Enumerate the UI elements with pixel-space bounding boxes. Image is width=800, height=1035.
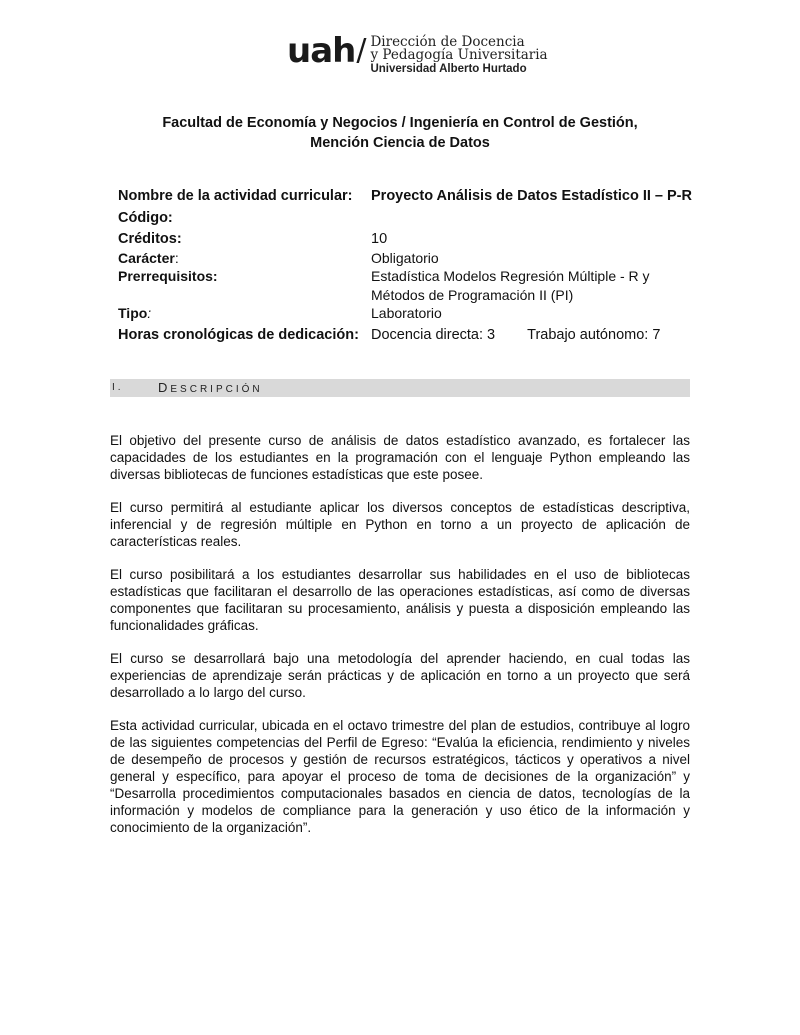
name-value: Proyecto Análisis de Datos Estadístico II – P-R [371, 188, 692, 204]
description-paragraph-5: Esta actividad curricular, ubicada en el octavo trimestre del plan de estudios, contribuye al logro de las siguientes competencias del Perfil de Egreso: “Evalúa la eficiencia, rendimiento y niveles de desempeño de procesos y gestión de recursos estratégicos, tácticos y operativos a nivel general y específico, para apoyar el proceso de toma de decisiones de la organización” y “Desarrolla procedimientos computacionales basados en ciencia de datos, tecnologías de la información y modelos de compliance para la generación y uso ético de la información y conocimiento de la organización”. [110, 718, 690, 835]
description-paragraph-2: El curso permitirá al estudiante aplicar los diversos conceptos de estadísticas descriptiva, inferencial y de regresión múltiple en Python en torno a un proyecto de aplicación de características reales. [110, 500, 690, 549]
credits-value: 10 [371, 231, 388, 247]
info-row-prerequisites [118, 267, 693, 304]
info-row-character [118, 249, 693, 268]
faculty-line-2: Mención Ciencia de Datos [310, 135, 490, 151]
character-value: Obligatorio [371, 249, 439, 266]
section-header-description [110, 379, 690, 397]
info-row-credits [118, 230, 693, 249]
course-info-table [118, 184, 693, 344]
hours-direct: Docencia directa: 3 [371, 326, 496, 343]
section-title [158, 379, 263, 399]
logo-line-3: Universidad Alberto Hurtado [370, 63, 527, 75]
section-title-rest: ESCRIPCIÓN [170, 384, 263, 395]
code-value [371, 209, 693, 228]
name-label: Nombre de la actividad curricular: [118, 188, 353, 204]
type-value: Laboratorio [371, 305, 442, 321]
hours-autonomous: Trabajo autónomo: 7 [527, 326, 661, 343]
hours-label: Horas cronológicas de dedicación: [118, 326, 359, 343]
description-paragraph-3: El curso posibilitará a los estudiantes desarrollar sus habilidades en el uso de bibliotecas estadísticas que facilitaran el desarrollo de las operaciones estadísticas, así como de diversas componentes que facilitaran su procesamiento, análisis y puesta a disposición empleando las funcionalidades gráficas. [110, 567, 690, 633]
prereq-label: Prerrequisitos: [118, 268, 218, 284]
university-logo [287, 31, 548, 77]
type-label-wrap: Tipo: [118, 305, 152, 321]
character-label: Carácter [118, 249, 175, 266]
logo-mark: uah [287, 31, 356, 71]
section-number: I. [112, 382, 124, 393]
section-title-initial: D [158, 380, 171, 395]
credits-label: Créditos: [118, 231, 182, 247]
info-row-hours [118, 326, 693, 345]
character-label-wrap: Carácter: [118, 249, 179, 266]
type-label: Tipo [118, 305, 148, 321]
description-body [110, 432, 690, 852]
description-paragraph-1: El objetivo del presente curso de análisis de datos estadístico avanzado, es fortalecer las capacidades de los estudiantes en la programación con el lenguaje Python empleando las diversas bibliotecas de funciones estadísticas que este posee. [110, 433, 690, 482]
info-row-code [118, 209, 693, 228]
hours-value [371, 326, 693, 345]
logo-line-1: Dirección de Docencia [370, 34, 525, 50]
prereq-value-line-2: Métodos de Programación II (PI) [371, 286, 574, 303]
logo-slash: / [356, 33, 367, 68]
logo-line-2: y Pedagogía Universitaria [370, 47, 548, 63]
code-label: Código: [118, 209, 173, 226]
info-row-name [118, 187, 693, 206]
info-row-type [118, 304, 693, 323]
logo-text [370, 36, 547, 77]
prereq-value-line-1: Estadística Modelos Regresión Múltiple - R y [371, 268, 650, 284]
description-paragraph-4: El curso se desarrollará bajo una metodología del aprender haciendo, en cual todas las experiencias de aprendizaje serán prácticas y de aplicación en torno a un proyecto que será desarrollado a lo largo del curso. [110, 651, 690, 700]
faculty-heading [0, 113, 800, 153]
faculty-line-1: Facultad de Economía y Negocios / Ingeniería en Control de Gestión, [162, 115, 638, 131]
prereq-value [371, 267, 693, 304]
